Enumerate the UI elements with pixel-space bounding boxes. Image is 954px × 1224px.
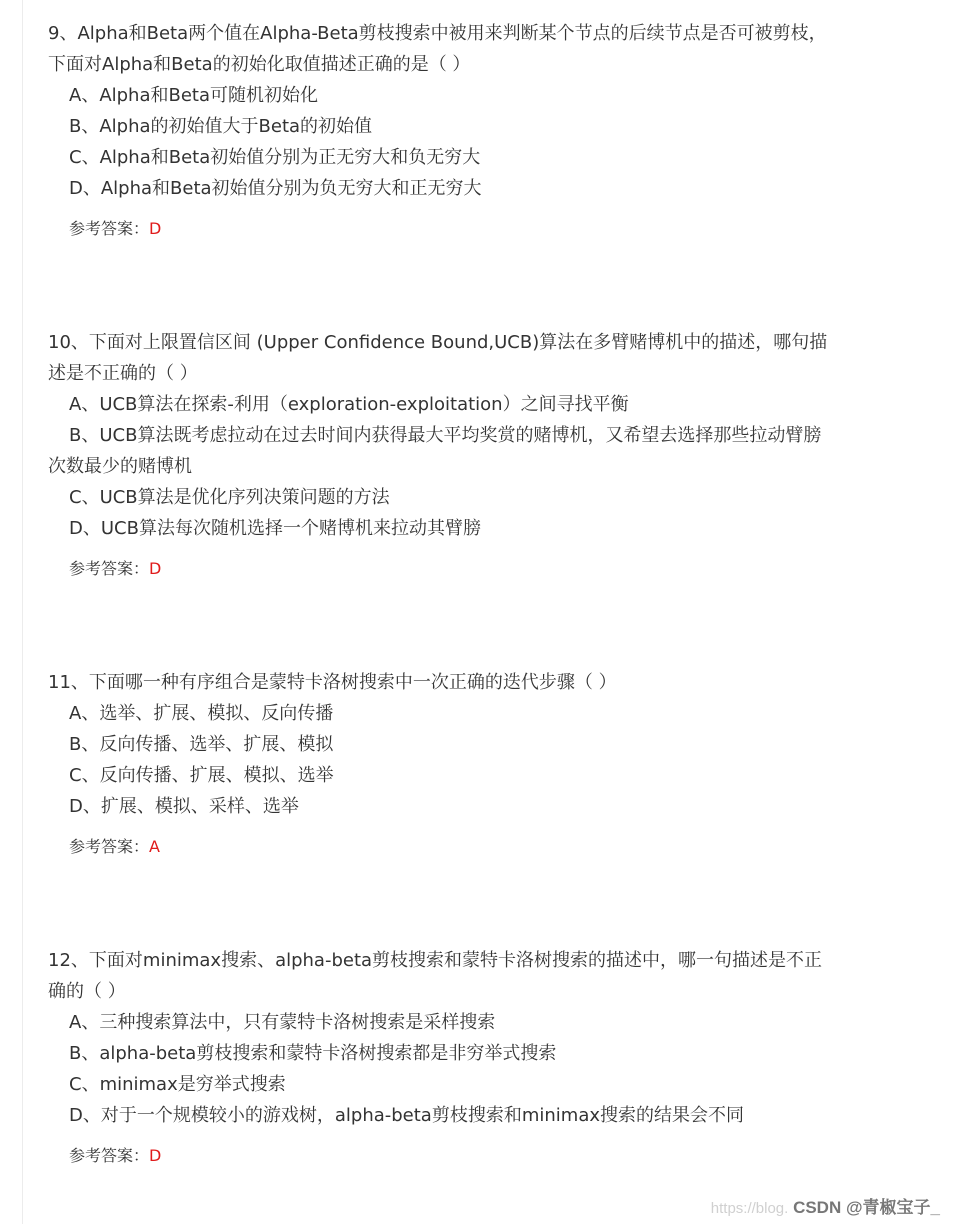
option-a: A、UCB算法在探索-利用（exploration-exploitation）之间寻找平衡 [69, 394, 629, 415]
left-border [22, 0, 23, 1224]
option-b: B、UCB算法既考虑拉动在过去时间内获得最大平均奖赏的赌博机，又希望去选择那些拉动臂膀次数最少的赌博机 [48, 425, 822, 477]
question-10 [48, 327, 828, 582]
question-stem: 10、下面对上限置信区间 (Upper Confidence Bound,UCB)算法在多臂赌博机中的描述，哪句描述是不正确的（ ） [48, 332, 828, 384]
reference-answer [69, 834, 828, 860]
answer-key: D [149, 559, 162, 578]
option-c: C、反向传播、扩展、模拟、选举 [69, 765, 334, 786]
option-c: C、Alpha和Beta初始值分别为正无穷大和负无穷大 [69, 147, 481, 168]
watermark-url: https://blog. [710, 1200, 789, 1217]
reference-answer [69, 556, 828, 582]
option-a: A、Alpha和Beta可随机初始化 [69, 85, 319, 106]
question-9 [48, 18, 828, 242]
option-c: C、minimax是穷举式搜索 [69, 1074, 286, 1095]
watermark-brand: CSDN @青椒宝子_ [793, 1198, 940, 1217]
option-c: C、UCB算法是优化序列决策问题的方法 [69, 487, 390, 508]
question-12 [48, 945, 828, 1169]
answer-key: A [149, 837, 160, 856]
option-d: D、Alpha和Beta初始值分别为负无穷大和正无穷大 [69, 178, 482, 199]
answer-label: 参考答案： [69, 219, 150, 238]
option-d: D、对于一个规模较小的游戏树，alpha-beta剪枝搜索和minimax搜索的结果会不同 [69, 1105, 744, 1126]
option-b: B、Alpha的初始值大于Beta的初始值 [69, 116, 373, 137]
question-stem: 11、下面哪一种有序组合是蒙特卡洛树搜索中一次正确的迭代步骤（ ） [48, 672, 617, 693]
question-stem: 9、Alpha和Beta两个值在Alpha-Beta剪枝搜索中被用来判断某个节点的后续节点是否可被剪枝，下面对Alpha和Beta的初始化取值描述正确的是（ ） [48, 23, 827, 75]
question-11 [48, 667, 828, 860]
option-b: B、alpha-beta剪枝搜索和蒙特卡洛树搜索都是非穷举式搜索 [69, 1043, 557, 1064]
answer-label: 参考答案： [69, 559, 150, 578]
option-a: A、选举、扩展、模拟、反向传播 [69, 703, 334, 724]
option-d: D、扩展、模拟、采样、选举 [69, 796, 299, 817]
answer-label: 参考答案： [69, 1146, 150, 1165]
option-d: D、UCB算法每次随机选择一个赌博机来拉动其臂膀 [69, 518, 481, 539]
reference-answer [69, 216, 828, 242]
answer-label: 参考答案： [69, 837, 150, 856]
csdn-watermark [711, 1193, 940, 1218]
option-a: A、三种搜索算法中，只有蒙特卡洛树搜索是采样搜索 [69, 1012, 496, 1033]
answer-key: D [149, 219, 162, 238]
question-stem: 12、下面对minimax搜索、alpha-beta剪枝搜索和蒙特卡洛树搜索的描述中，哪一句描述是不正确的（ ） [48, 950, 823, 1002]
option-b: B、反向传播、选举、扩展、模拟 [69, 734, 334, 755]
reference-answer [69, 1143, 828, 1169]
answer-key: D [149, 1146, 162, 1165]
